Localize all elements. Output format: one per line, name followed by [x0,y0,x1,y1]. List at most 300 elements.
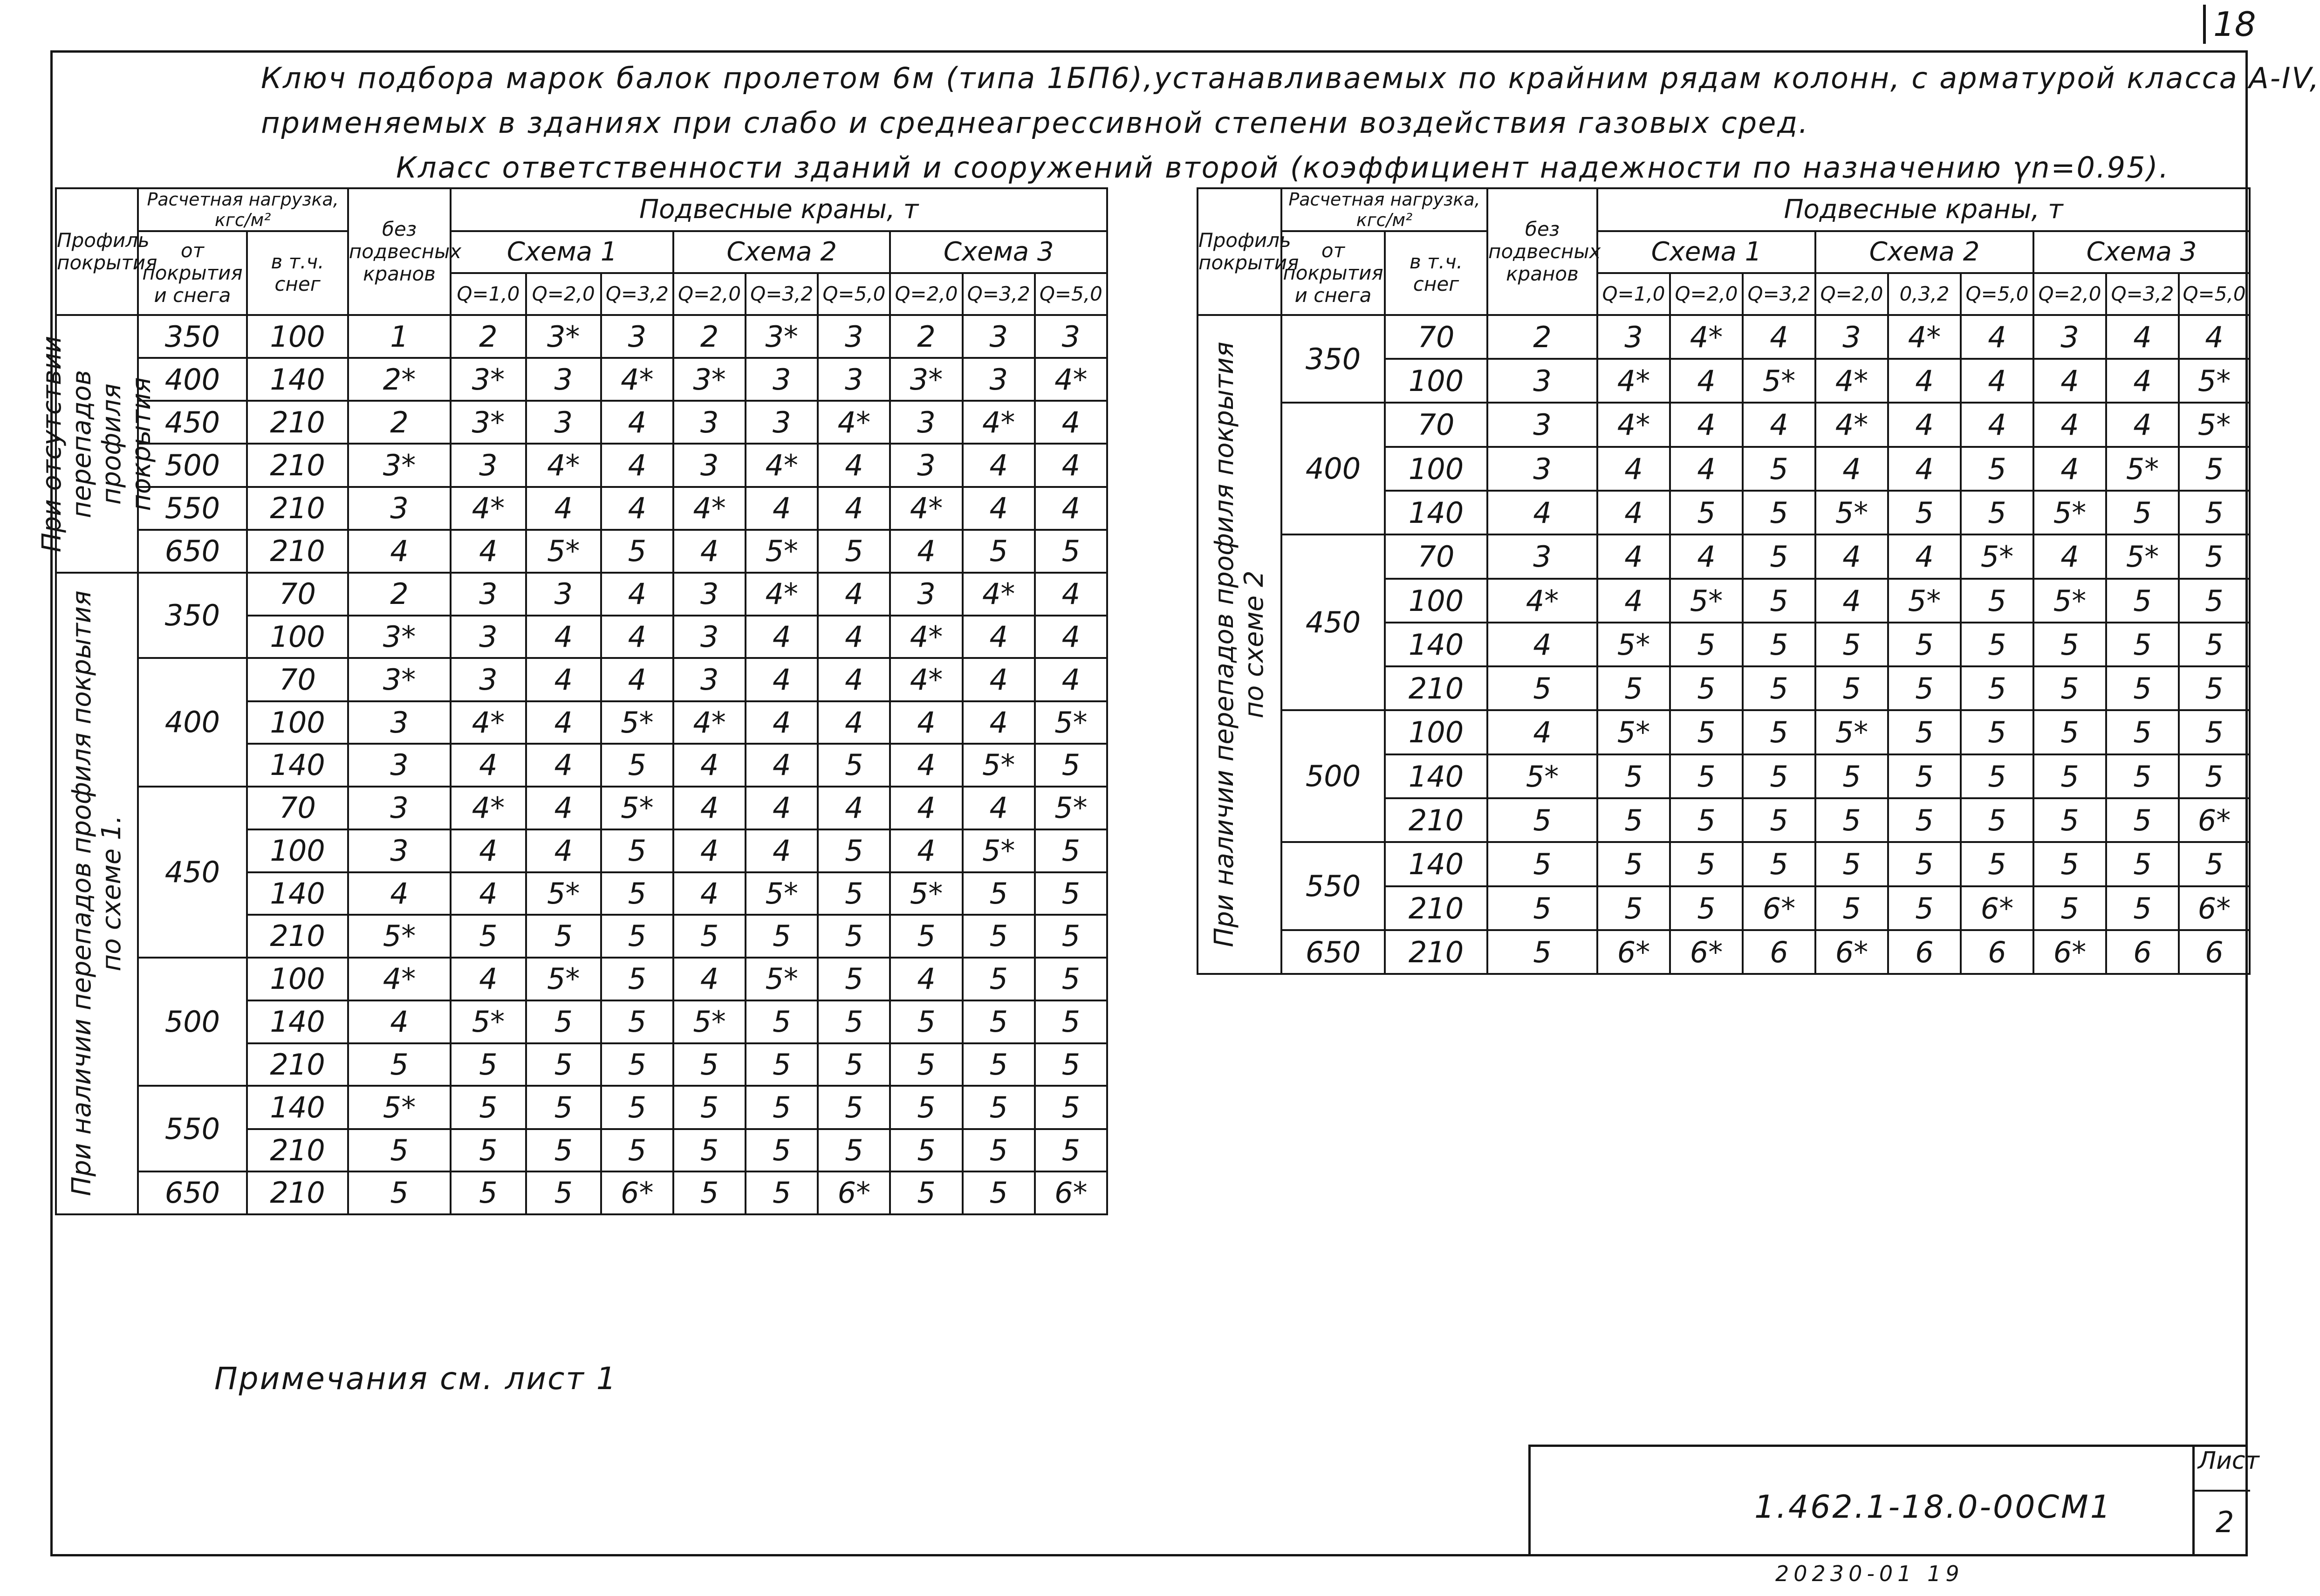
beam-mark-cell: 5 [890,915,962,958]
beam-mark-cell: 5 [963,915,1035,958]
snow-value: 140 [1385,842,1487,886]
table-row [56,315,1107,358]
beam-mark-cell: 5 [963,1043,1035,1086]
beam-mark-cell: 5 [2179,754,2250,798]
table-row [1198,534,2250,579]
no-crane-beam-mark: 5* [348,915,451,958]
no-crane-beam-mark: 2* [348,358,451,401]
beam-mark-cell: 5 [1961,798,2033,842]
load-value: 400 [138,358,247,401]
beam-mark-cell: 5* [601,787,673,830]
beam-mark-cell: 5 [963,1171,1035,1214]
load-value: 650 [1281,930,1385,974]
beam-mark-cell: 5 [2106,491,2179,534]
beam-mark-cell: 5 [451,1129,526,1172]
snow-value: 70 [247,787,348,830]
no-crane-beam-mark: 4 [1487,710,1597,754]
beam-mark-cell: 5 [1888,754,1961,798]
beam-mark-cell: 5 [601,915,673,958]
load-value: 650 [138,1171,247,1214]
beam-mark-cell: 5* [526,958,601,1001]
beam-mark-cell: 5 [2179,447,2250,491]
beam-mark-cell: 3 [451,444,526,486]
beam-mark-cell: 4 [526,787,601,830]
beam-mark-cell: 4 [2179,315,2250,359]
load-value: 350 [138,573,247,658]
beam-mark-cell: 4 [818,701,890,744]
beam-mark-cell: 5 [1597,798,1670,842]
snow-value: 140 [1385,754,1487,798]
beam-mark-cell: 3 [1597,315,1670,359]
table-row [1198,842,2250,886]
no-crane-beam-mark: 4 [348,1000,451,1043]
snow-value: 210 [1385,886,1487,930]
beam-mark-cell: 3 [818,358,890,401]
snow-value: 100 [247,829,348,872]
beam-mark-cell: 5 [2106,798,2179,842]
group-label-text: При отсутствии перепадов профиля покрытия [36,336,157,552]
beam-mark-cell: 4 [601,487,673,530]
beam-mark-cell: 5 [818,872,890,915]
load-value: 400 [1281,403,1385,534]
beam-mark-cell: 5 [1035,958,1107,1001]
beam-mark-cell: 5 [1888,491,1961,534]
beam-mark-cell: 5 [1670,798,1743,842]
no-cranes-header: без подвесных кранов [348,188,451,315]
beam-mark-cell: 3* [890,358,962,401]
beam-mark-cell: 5 [2106,842,2179,886]
beam-mark-cell: 5 [2033,886,2106,930]
beam-mark-cell: 6* [2033,930,2106,974]
beam-mark-cell: 5 [963,1086,1035,1129]
beam-mark-cell: 4 [1670,403,1743,447]
beam-mark-cell: 5 [1961,710,2033,754]
beam-mark-cell: 5 [1597,754,1670,798]
title-line-1: Ключ подбора марок балок пролетом 6м (типа 1БП6),устанавливаемых по крайним рядам колонн, с арматурой класса А-IV, [261,61,2320,95]
beam-mark-cell: 4 [1670,534,1743,579]
beam-mark-cell: 5 [746,915,818,958]
beam-mark-cell: 4 [963,444,1035,486]
table-row [56,658,1107,701]
sheet-label: Лист [2198,1447,2259,1475]
beam-mark-cell: 4* [1815,403,1888,447]
crane-capacity-header: 0,3,2 [1888,273,1961,315]
beam-mark-cell: 4 [601,573,673,616]
group-scheme-2-label [1198,315,1281,974]
beam-mark-cell: 4 [601,444,673,486]
beam-mark-cell: 4 [2033,403,2106,447]
beam-mark-cell: 5 [2033,710,2106,754]
snow-value: 100 [247,958,348,1001]
beam-mark-cell: 4* [451,701,526,744]
beam-mark-cell: 5 [2179,579,2250,623]
beam-mark-cell: 4* [890,487,962,530]
no-crane-beam-mark: 5 [1487,798,1597,842]
beam-mark-cell: 3 [526,358,601,401]
beam-mark-cell: 5* [2179,403,2250,447]
beam-mark-cell: 5* [2033,579,2106,623]
title-line-3: Класс ответственности зданий и сооружений второй (коэффициент надежности по назначению γn=0.95). [396,151,2170,185]
beam-mark-cell: 3* [746,315,818,358]
load-value: 400 [138,658,247,787]
beam-mark-cell: 4 [890,701,962,744]
title-line-2: применяемых в зданиях при слабо и среднеагрессивной степени воздействия газовых сред. [261,106,1809,140]
snow-value: 100 [247,315,348,358]
beam-mark-cell: 5* [890,872,962,915]
beam-mark-cell: 5 [526,1000,601,1043]
no-crane-beam-mark: 3* [348,616,451,658]
snow-value: 210 [247,1043,348,1086]
beam-mark-cell: 4 [746,487,818,530]
beam-mark-cell: 5* [2179,359,2250,403]
table-row [56,444,1107,486]
beam-mark-cell: 5 [818,1086,890,1129]
beam-mark-cell: 4 [526,744,601,787]
beam-mark-cell: 4 [601,658,673,701]
beam-mark-cell: 5 [1670,623,1743,666]
crane-capacity-header: Q=5,0 [2179,273,2250,315]
beam-mark-cell: 5 [1597,842,1670,886]
beam-mark-cell: 5 [1888,798,1961,842]
beam-mark-cell: 5 [1743,798,1815,842]
crane-capacity-header: Q=2,0 [1815,273,1888,315]
snow-value: 70 [247,573,348,616]
design-load-header: Расчетная нагрузка, кгс/м² [138,188,348,231]
beam-mark-cell: 4* [1597,359,1670,403]
snow-value: 140 [247,744,348,787]
beam-mark-cell: 4 [1035,401,1107,444]
beam-mark-cell: 4 [1670,359,1743,403]
cranes-header: Подвесные краны, т [1597,188,2250,231]
beam-mark-cell: 4 [526,487,601,530]
beam-mark-cell: 4 [746,829,818,872]
beam-mark-cell: 4 [1888,359,1961,403]
title-block [261,56,2320,190]
beam-mark-cell: 4 [451,872,526,915]
beam-mark-cell: 5 [2106,886,2179,930]
no-crane-beam-mark: 1 [348,315,451,358]
beam-mark-cell: 5 [601,1000,673,1043]
beam-mark-cell: 2 [451,315,526,358]
crane-capacity-header: Q=2,0 [526,273,601,315]
beam-mark-cell: 5* [1035,787,1107,830]
beam-mark-cell: 5 [2033,842,2106,886]
snow-value: 140 [247,358,348,401]
beam-mark-cell: 5 [818,915,890,958]
beam-mark-cell: 4 [890,787,962,830]
beam-mark-cell: 5 [1035,872,1107,915]
scheme-1-header: Схема 1 [451,231,673,273]
beam-mark-cell: 3* [451,401,526,444]
beam-mark-cell: 5 [1035,915,1107,958]
load-value: 450 [138,787,247,958]
beam-mark-cell: 5* [963,829,1035,872]
beam-mark-cell: 6* [1961,886,2033,930]
beam-mark-cell: 4 [963,701,1035,744]
no-crane-beam-mark: 3 [348,701,451,744]
incl-snow-header: в т.ч. снег [1385,231,1487,315]
crane-capacity-header: Q=3,2 [963,273,1035,315]
stamp-line [2192,1490,2250,1492]
beam-mark-cell: 4 [1597,447,1670,491]
beam-mark-cell: 5 [890,1000,962,1043]
beam-mark-cell: 5 [2033,666,2106,710]
beam-mark-cell: 4* [451,787,526,830]
beam-mark-cell: 5 [1670,491,1743,534]
beam-mark-cell: 6 [2106,930,2179,974]
no-crane-beam-mark: 5* [348,1086,451,1129]
beam-mark-cell: 3 [673,573,746,616]
beam-mark-cell: 5 [673,1129,746,1172]
no-crane-beam-mark: 4 [348,872,451,915]
note-text: Примечания см. лист 1 [214,1361,617,1397]
beam-mark-cell: 3 [746,401,818,444]
stamp-divider [2192,1447,2195,1556]
beam-mark-cell: 4 [1743,315,1815,359]
table-row [56,358,1107,401]
group-label-text: При наличии перепадов профиля покрытия по схеме 2 [1209,342,1269,947]
crane-capacity-header: Q=3,2 [1743,273,1815,315]
beam-mark-cell: 4 [2106,315,2179,359]
beam-mark-cell: 5 [1961,842,2033,886]
beam-mark-cell: 3 [1035,315,1107,358]
beam-mark-cell: 4 [746,744,818,787]
beam-mark-cell: 5 [2179,710,2250,754]
beam-mark-cell: 5 [1888,886,1961,930]
snow-value: 140 [1385,491,1487,534]
table-row [56,530,1107,573]
beam-mark-cell: 5 [746,1000,818,1043]
beam-mark-cell: 6* [1815,930,1888,974]
beam-mark-cell: 3 [2033,315,2106,359]
crane-capacity-header: Q=1,0 [451,273,526,315]
beam-mark-cell: 4* [1815,359,1888,403]
table-row [56,487,1107,530]
beam-mark-cell: 4 [1597,579,1670,623]
beam-mark-cell: 5 [1961,579,2033,623]
beam-mark-cell: 5 [601,1129,673,1172]
scheme-3-header: Схема 3 [890,231,1107,273]
scheme-2-header: Схема 2 [1815,231,2033,273]
beam-mark-cell: 3* [526,315,601,358]
scheme-2-header: Схема 2 [673,231,890,273]
beam-mark-cell: 4 [1743,403,1815,447]
beam-mark-cell: 4 [1888,447,1961,491]
beam-mark-cell: 4 [451,829,526,872]
no-crane-beam-mark: 5 [348,1171,451,1214]
table-row [1198,710,2250,754]
beam-mark-cell: 4* [746,573,818,616]
beam-mark-cell: 5* [746,530,818,573]
beam-mark-cell: 3* [673,358,746,401]
beam-mark-cell: 5* [1670,579,1743,623]
beam-mark-cell: 5 [673,1086,746,1129]
beam-mark-cell: 5 [890,1086,962,1129]
beam-mark-cell: 3 [673,616,746,658]
beam-mark-cell: 5 [1743,754,1815,798]
beam-mark-cell: 5 [1743,491,1815,534]
beam-mark-cell: 5 [1597,886,1670,930]
no-crane-beam-mark: 4 [348,530,451,573]
beam-mark-cell: 5 [890,1171,962,1214]
beam-mark-cell: 6 [1961,930,2033,974]
beam-mark-cell: 5 [1743,842,1815,886]
beam-mark-cell: 5 [1670,842,1743,886]
beam-mark-cell: 5 [601,872,673,915]
beam-mark-cell: 4 [451,744,526,787]
beam-mark-cell: 5 [526,1171,601,1214]
beam-mark-cell: 5 [963,1000,1035,1043]
beam-mark-cell: 4 [1888,534,1961,579]
load-value: 450 [138,401,247,444]
beam-mark-cell: 4 [2033,534,2106,579]
crane-capacity-header: Q=2,0 [890,273,962,315]
group-label-text: При наличии перепадов профиля покрытия по схеме 1. [66,590,127,1197]
no-crane-beam-mark: 3 [1487,534,1597,579]
load-value: 500 [138,958,247,1086]
snow-value: 210 [1385,798,1487,842]
snow-value: 210 [247,1171,348,1214]
load-value: 550 [138,487,247,530]
beam-mark-cell: 4 [818,616,890,658]
beam-mark-cell: 4* [1035,358,1107,401]
beam-mark-cell: 5 [1815,666,1888,710]
cranes-header: Подвесные краны, т [451,188,1107,231]
beam-mark-cell: 5* [963,744,1035,787]
group-scheme-1-label [56,573,138,1214]
no-crane-beam-mark: 5 [1487,930,1597,974]
beam-mark-cell: 3 [526,573,601,616]
beam-mark-cell: 4 [2106,359,2179,403]
beam-mark-cell: 6 [1888,930,1961,974]
snow-value: 70 [1385,403,1487,447]
table-row [1198,930,2250,974]
from-cover-snow-header: от покрытия и снега [138,231,247,315]
beam-mark-cell: 5 [1035,744,1107,787]
no-crane-beam-mark: 4 [1487,623,1597,666]
beam-mark-cell: 4* [1888,315,1961,359]
beam-mark-cell: 4 [890,958,962,1001]
sheet-value: 2 [2216,1505,2234,1539]
beam-mark-cell: 5 [1035,1129,1107,1172]
no-crane-beam-mark: 3 [348,787,451,830]
beam-mark-cell: 5 [746,1086,818,1129]
beam-mark-cell: 3 [890,401,962,444]
beam-mark-cell: 5* [1035,701,1107,744]
beam-mark-cell: 5 [601,1043,673,1086]
beam-mark-cell: 5 [601,530,673,573]
snow-value: 140 [1385,623,1487,666]
beam-mark-cell: 4* [1670,315,1743,359]
load-value: 550 [138,1086,247,1171]
beam-mark-cell: 5 [601,958,673,1001]
beam-mark-cell: 5* [451,1000,526,1043]
beam-mark-cell: 4 [1597,491,1670,534]
crane-capacity-header: Q=5,0 [818,273,890,315]
profile-header: Профиль покрытия [1198,188,1281,315]
no-crane-beam-mark: 3 [348,829,451,872]
beam-mark-cell: 5 [526,915,601,958]
no-crane-beam-mark: 5 [1487,666,1597,710]
beam-mark-cell: 5 [451,1043,526,1086]
beam-mark-cell: 4* [451,487,526,530]
beam-mark-cell: 5 [673,915,746,958]
crane-capacity-header: Q=2,0 [673,273,746,315]
no-crane-beam-mark: 5* [1487,754,1597,798]
table-row [56,1086,1107,1129]
beam-mark-cell: 4 [601,401,673,444]
beam-mark-cell: 4 [746,787,818,830]
crane-capacity-header: Q=1,0 [1597,273,1670,315]
snow-value: 140 [247,1000,348,1043]
no-crane-beam-mark: 3 [348,487,451,530]
beam-mark-cell: 5 [1035,530,1107,573]
beam-mark-cell: 6* [2179,886,2250,930]
beam-mark-cell: 6 [2179,930,2250,974]
beam-mark-cell: 3* [451,358,526,401]
snow-value: 210 [247,487,348,530]
beam-mark-cell: 5 [526,1129,601,1172]
table-row [56,401,1107,444]
beam-mark-cell: 4 [1815,534,1888,579]
beam-mark-cell: 4 [1961,403,2033,447]
no-crane-beam-mark: 4 [1487,491,1597,534]
beam-mark-cell: 4* [526,444,601,486]
beam-mark-cell: 4 [818,787,890,830]
beam-mark-cell: 5 [2106,710,2179,754]
beam-mark-cell: 5 [2179,842,2250,886]
beam-mark-cell: 4 [818,658,890,701]
beam-mark-cell: 5 [1815,623,1888,666]
beam-mark-cell: 5* [746,958,818,1001]
beam-mark-cell: 4* [746,444,818,486]
beam-mark-cell: 4 [673,829,746,872]
left-selection-table [36,187,1108,1215]
beam-mark-cell: 3 [890,573,962,616]
beam-mark-cell: 4 [890,744,962,787]
beam-mark-cell: 4 [2033,359,2106,403]
beam-mark-cell: 4 [818,487,890,530]
table-row [56,1171,1107,1214]
beam-mark-cell: 4* [890,616,962,658]
beam-mark-cell: 4 [601,616,673,658]
beam-mark-cell: 4 [1815,447,1888,491]
beam-mark-cell: 5* [1597,623,1670,666]
group-no-drops-label [36,315,157,573]
beam-mark-cell: 5* [2106,534,2179,579]
beam-mark-cell: 4* [1597,403,1670,447]
beam-mark-cell: 5 [818,1129,890,1172]
snow-value: 140 [247,1086,348,1129]
footer-code: 20230-01 19 [1775,1561,1964,1586]
beam-mark-cell: 5 [1597,666,1670,710]
beam-mark-cell: 5* [526,530,601,573]
beam-mark-cell: 3 [963,358,1035,401]
beam-mark-cell: 5 [451,1171,526,1214]
beam-mark-cell: 4 [818,444,890,486]
no-crane-beam-mark: 3* [348,444,451,486]
crane-capacity-header: Q=5,0 [1961,273,2033,315]
beam-mark-cell: 3 [451,573,526,616]
load-value: 350 [1281,315,1385,403]
beam-mark-cell: 4 [526,829,601,872]
beam-mark-cell: 5 [1961,447,2033,491]
beam-mark-cell: 5 [601,829,673,872]
beam-mark-cell: 5 [1743,710,1815,754]
beam-mark-cell: 3 [601,315,673,358]
beam-mark-cell: 4* [818,401,890,444]
beam-mark-cell: 5* [746,872,818,915]
